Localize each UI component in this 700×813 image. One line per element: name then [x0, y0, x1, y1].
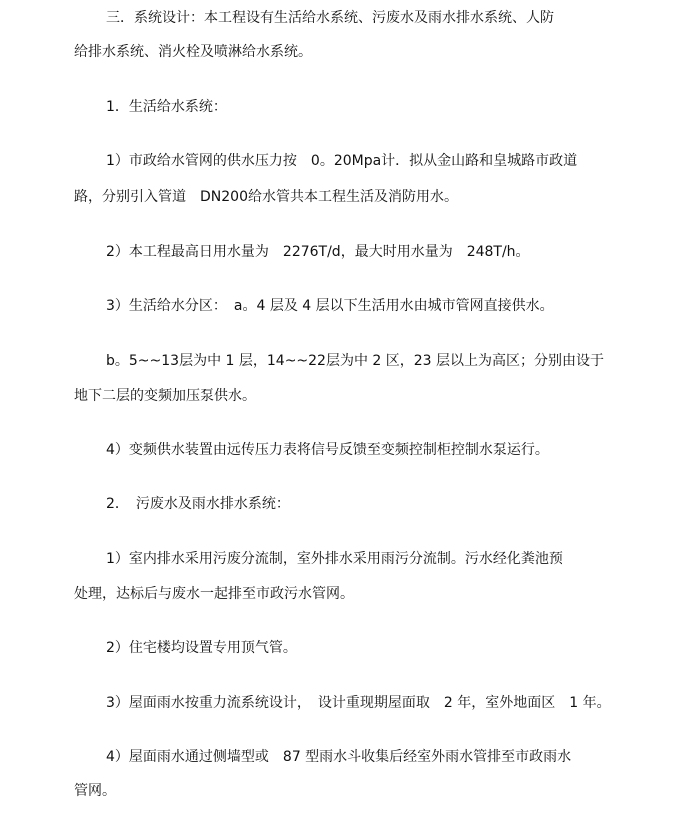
- text-line: 1）室内排水采用污废分流制，室外排水采用雨污分流制。污水经化粪池预: [106, 551, 563, 567]
- section-heading-system-design: 三．系统设计：本工程设有生活给水系统、污废水及雨水排水系统、人防: [106, 10, 554, 26]
- text-line: b。5~~13层为中 1 层，14~~22层为中 2 区，23 层以上为高区；分别由设于: [106, 353, 605, 369]
- text-line: 2）本工程最高日用水量为 2276T/d，最大时用水量为 248T/h。: [106, 244, 530, 260]
- text-line: 4）变频供水装置由远传压力表将信号反馈至变频控制柜控制水泵运行。: [106, 442, 549, 458]
- text-line: 处理，达标后与废水一起排至市政污水管网。: [74, 586, 354, 602]
- text-line: 路，分别引入管道 DN200给水管共本工程生活及消防用水。: [74, 189, 458, 205]
- text-line: 4）屋面雨水通过侧墙型或 87 型雨水斗收集后经室外雨水管排至市政雨水: [106, 749, 572, 765]
- text-line: 2）住宅楼均设置专用顶气管。: [106, 640, 297, 656]
- subheading-drainage: 2． 污废水及雨水排水系统：: [106, 496, 290, 512]
- text-line: 给排水系统、消火栓及喷淋给水系统。: [74, 44, 312, 60]
- text-line: 3）生活给水分区： a。4 层及 4 层以下生活用水由城市管网直接供水。: [106, 298, 554, 314]
- subheading-water-supply: 1．生活给水系统：: [106, 99, 227, 115]
- text-line: 1）市政给水管网的供水压力按 0。20Mpa计．拟从金山路和皇城路市政道: [106, 153, 578, 169]
- text-line: 地下二层的变频加压泵供水。: [74, 388, 256, 404]
- text-line: 管网。: [74, 783, 116, 799]
- text-line: 3）屋面雨水按重力流系统设计， 设计重现期屋面取 2 年，室外地面区 1 年。: [106, 695, 611, 711]
